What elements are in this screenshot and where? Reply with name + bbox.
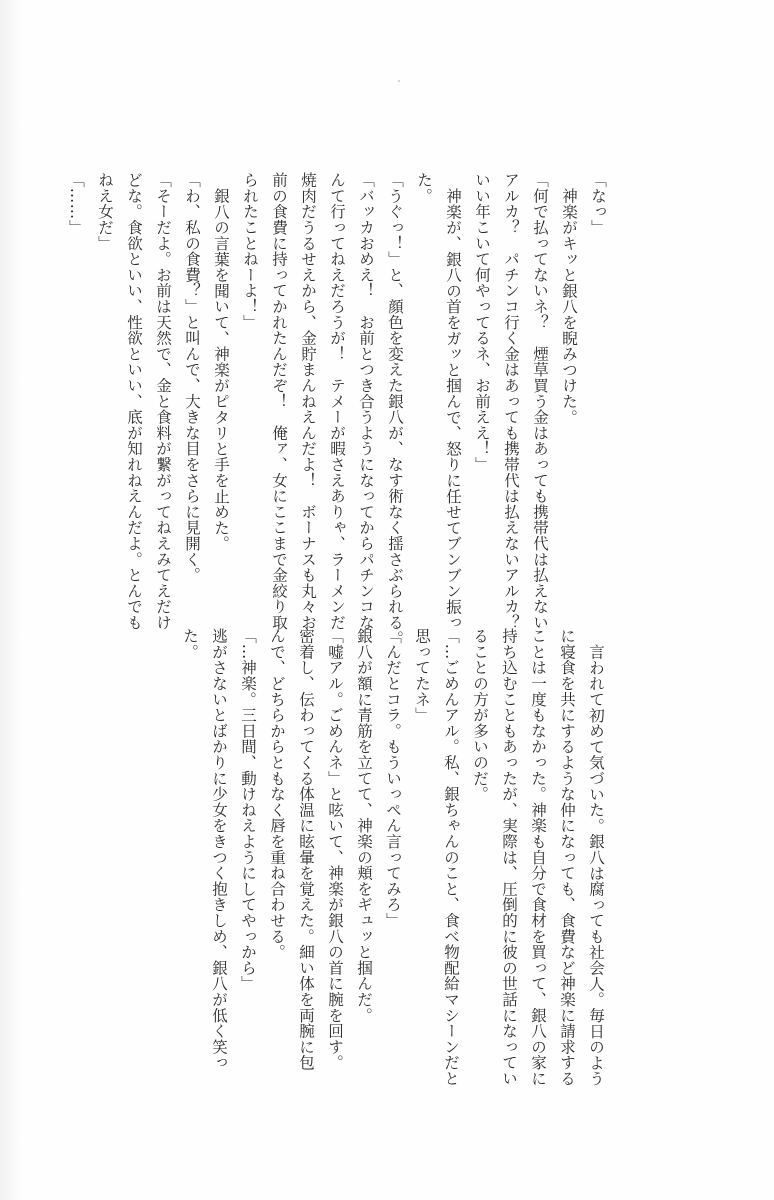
text-line: 「うぐっ！」と、顔色を変えた銀八が、なす術なく揺さぶられる。	[386, 172, 404, 646]
text-line: 前の食費に持ってかれたんだぞ！ 俺ァ、女にここまで金絞り取	[270, 172, 288, 631]
text-line: ることの方が多いのだ。	[471, 628, 489, 802]
text-line: 「何で払ってないネ？ 煙草買う金はあっても携帯代は払えない	[531, 172, 549, 631]
text-line: アルカ？ パチンコ行く金はあっても携帯代は払えないアルカ？	[502, 172, 520, 631]
text-line: どな。食欲といい、性欲といい、底が知れねえんだよ。とんでも	[125, 172, 143, 631]
text-line: 「バッカおめえ！ お前とつき合うようになってからパチンコな	[357, 172, 375, 631]
text-line: 逃がさないとばかりに少女をきつく抱きしめ、銀八が低く笑っ	[210, 628, 228, 1071]
text-line: 「……」	[67, 172, 85, 236]
text-line: 思ってたネ」	[413, 628, 431, 723]
text-line: た。	[181, 628, 199, 660]
text-line: 銀八が額に青筋を立てて、神楽の頬をギュッと掴んだ。	[355, 628, 373, 1023]
upper-text-block	[67, 172, 610, 646]
text-line: られたことねーよ！」	[241, 172, 259, 330]
text-line: んて行ってねえだろうが！ テメーが暇さえありゃ、ラーメンだ	[328, 172, 346, 631]
text-line: 「嘘アル。ごめんネ」と呟いて、神楽が銀八の首に腕を回す。	[326, 628, 344, 1071]
text-line: た。	[415, 172, 433, 204]
binding-shadow	[0, 0, 22, 1200]
text-line: 密着し、伝わってくる体温に眩暈を覚えた。細い体を両腕に包	[297, 628, 315, 1071]
text-line: 「わ、私の食費？」と叫んで、大きな目をさらに見開く。	[183, 172, 201, 583]
text-line: 「なっ」	[589, 172, 607, 236]
text-line: 「そーだよ。お前は天然で、金と食料が繋がってねえみてえだけ	[154, 172, 172, 631]
text-line: 言われて初めて気づいた。銀八は腐っても社会人。毎日のよう	[587, 644, 605, 1087]
text-line: 「…ごめんアル。私、銀ちゃんのこと、食べ物配給マシーンだと	[442, 628, 460, 1087]
text-line: ことは一度もなかった。神楽も自分で食材を買って、銀八の家に	[529, 628, 547, 1087]
text-line: 持ち込むこともあったが、実際は、圧倒的に彼の世話になってい	[500, 628, 518, 1087]
text-line: に寝食を共にするような仲になっても、食費など神楽に請求する	[558, 628, 576, 1087]
text-line: ねえ女だ」	[96, 172, 114, 251]
text-line: いい年こいて何やってるネ、お前ええ！」	[473, 172, 491, 473]
text-line: 神楽がキッと銀八を睨みつけた。	[560, 188, 578, 425]
lower-text-block	[158, 628, 608, 1087]
paper-speck	[398, 80, 400, 82]
text-line: 焼肉だうるせえから、金貯まんねえんだよ！ ボーナスも丸々お	[299, 172, 317, 631]
text-line: 「んだとコラ。もういっぺん言ってみろ」	[384, 628, 402, 929]
text-line: 銀八の言葉を聞いて、神楽がピタリと手を止めた。	[212, 188, 230, 552]
text-line: 神楽が、銀八の首をガッと掴んで、怒りに任せてブンブン振っ	[444, 188, 462, 631]
text-line: んで、どちらからともなく唇を重ね合わせる。	[268, 628, 286, 960]
text-line: 「…神楽。三日間、動けねえようにしてやっから」	[239, 628, 257, 992]
